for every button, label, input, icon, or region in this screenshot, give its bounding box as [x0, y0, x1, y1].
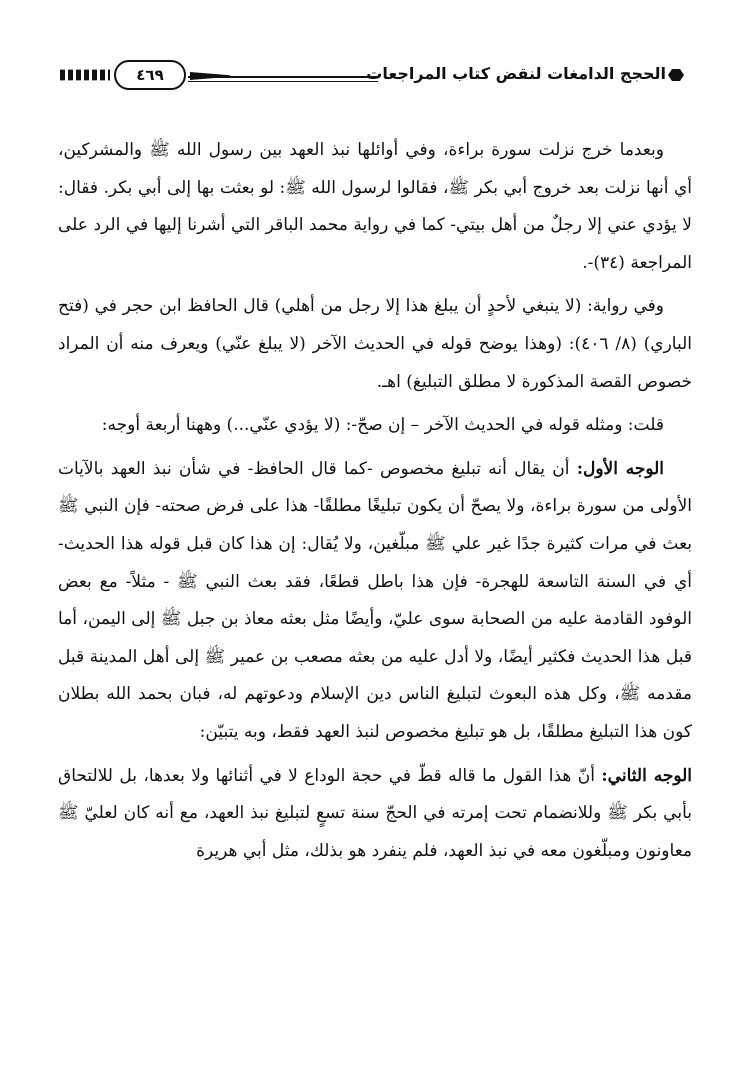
paragraph [58, 132, 692, 282]
page-number-text: ٤٦٩ [136, 66, 164, 84]
paragraph [58, 288, 692, 401]
paragraph [58, 758, 692, 871]
paragraph-text: أنّ هذا القول ما قاله قطّ في حجة الوداع لا في أثنائها ولا بعدها، بل للالتحاق بأبي بكر ﷺ وللانضمام تحت إمرته في الحجّ سنة تسعٍ لتبليغ نبذ العهد، مع أنه كان لعليّ ﷺ معاونون ومبلّغون معه في نبذ العهد، فلم ينفرد هو بذلك، مثل أبي هريرة [58, 765, 692, 861]
paragraph-lead: الوجه الأول: [576, 458, 665, 479]
paragraph-text: قلت: ومثله قوله في الحديث الآخر – إن صحّ-: (لا يؤدي عنّي...) وههنا أربعة أوجه: [101, 415, 664, 436]
book-title [366, 64, 688, 83]
rule-ornament-icon [190, 72, 230, 80]
page-header [58, 58, 688, 94]
paragraph-text: وفي رواية: (لا ينبغي لأحدٍ أن يبلغ هذا إلا رجل من أهلي) قال الحافظ ابن حجر في (فتح الباري) (٨/ ٤٠٦): (وهذا يوضح قوله في الحديث الآخر (لا يبلغ عنّي) ويعرف منه أن المراد خصوص القصة المذكورة لا مطلق التبليغ) اهـ. [58, 296, 693, 392]
page-number [114, 60, 186, 90]
paragraph-text: أن يقال أنه تبليغ مخصوص -كما قال الحافظ- في شأن نبذ العهد بالآيات الأولى من سورة براءة، ولا يصحّ أن يكون تبليغًا مطلقًا- هذا على فرض صحته- فإن النبي ﷺ بعث في مرات كثيرة جدًا غير علي ﷺ مبلّغين، ولا يُقال: إن هذا كان قبل قوله هذا الحديث- أي في السنة التاسعة للهجرة- فإن هذا باطل قطعًا، فقد بعث النبي ﷺ - مثلاً- مع بعض الوفود القادمة عليه من الصحابة سوى عليّ، وأيضًا مثل بعثه معاذ بن جبل ﷺ إلى اليمن، أما قبل هذا الحديث فكثير أيضًا، ولا أدل عليه من بعثه مصعب بن عمير ﷺ إلى أهل المدينة قبل مقدمه ﷺ، وكل هذه البعوث لتبليغ الناس دين الإسلام ودعوتهم له، فبان بحمد الله بطلان كون هذا التبليغ مطلقًا، بل هو تبليغ مخصوص لنبذ العهد فقط، وبه يتبيّن: [58, 458, 692, 742]
page-number-ornament-icon [60, 66, 110, 84]
header-rule-thin [188, 81, 378, 82]
paragraph-lead: الوجه الثاني: [601, 765, 693, 786]
paragraph [58, 451, 692, 752]
paragraph-text: وبعدما خرج نزلت سورة براءة، وفي أوائلها نبذ العهد بين رسول الله ﷺ والمشركين، أي أنها نزلت بعد خروج أبي بكر ﷺ، فقالوا لرسول الله ﷺ: لو بعثت بها إلى أبي بكر. فقال: لا يؤدي عني إلا رجلٌ من أهل بيتي- كما في رواية محمد الباقر التي أشرنا إليها في الرد على المراجعة (٣٤)-. [58, 140, 692, 273]
book-title-text: الحجج الدامغات لنقض كتاب المراجعات [366, 64, 666, 83]
body-text [58, 132, 692, 876]
paragraph [58, 407, 692, 445]
